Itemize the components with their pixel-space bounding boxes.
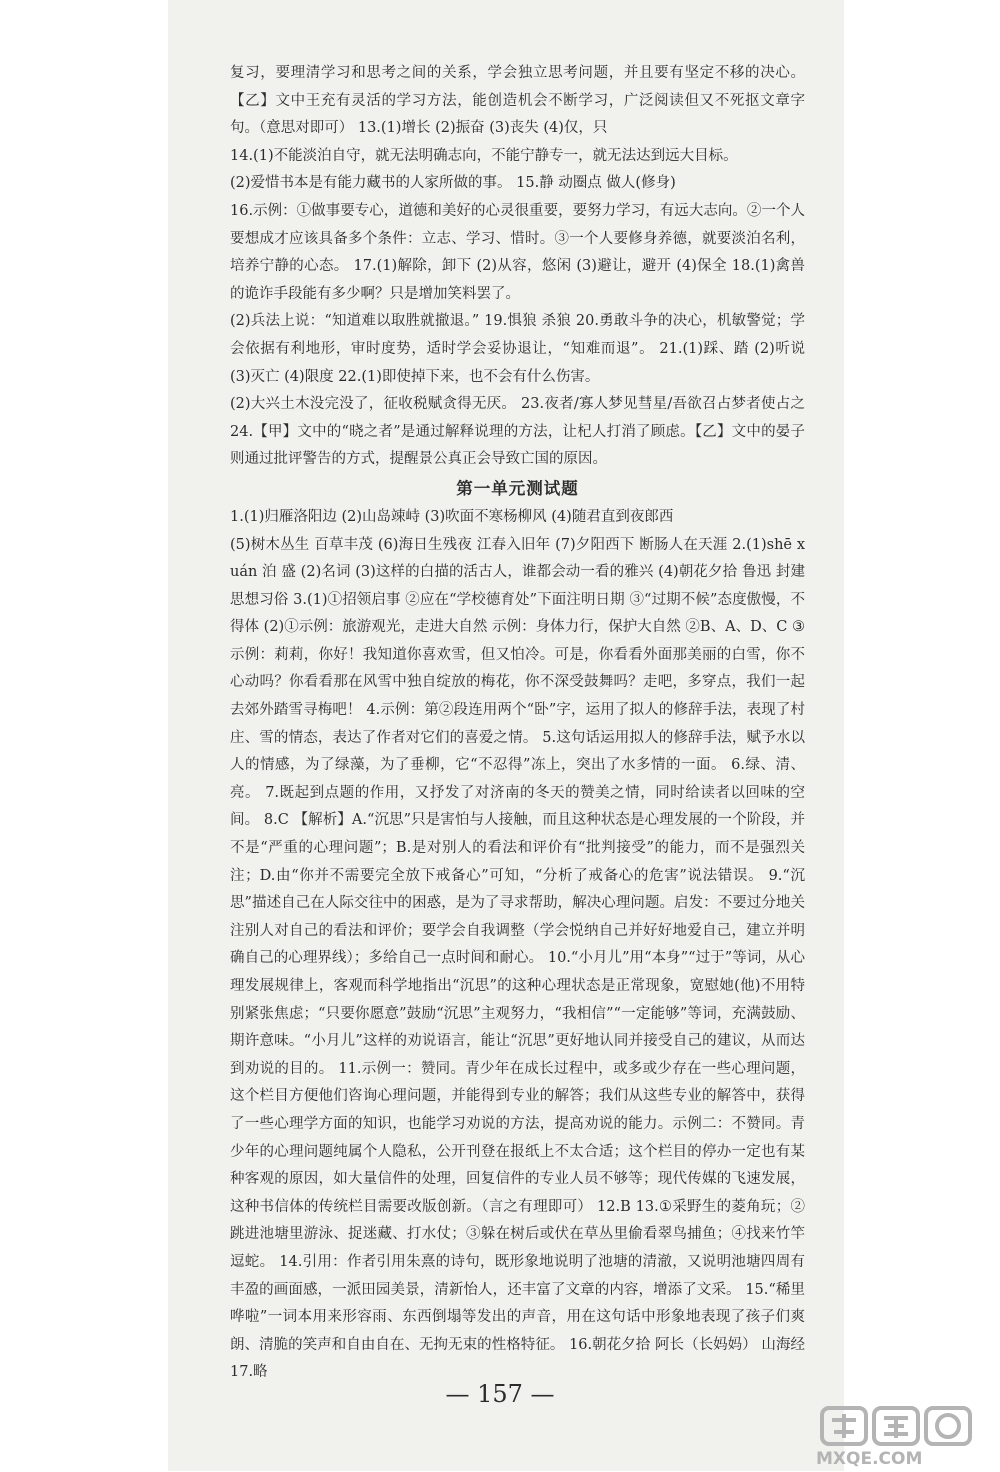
watermark-url: MXQE.COM [816,1449,923,1468]
section-title: 第一单元测试题 [456,478,579,498]
answer-paragraph: 16.示例：①做事要专心，道德和美好的心灵很重要，要努力学习，有远大志向。②一个人要想成才应该具备多个条件：立志、学习、惜时。③一个人要修身养德，就要淡泊名利，培养宁静的心态。 17.(1)解除，卸下 (2)从容，悠闲 (3)避让，避开 (4)保全 18.(1)禽兽的诡诈手段能有多少啊？只是增加笑料罢了。 [230,202,805,302]
answer-paragraph: (2)大兴土木没完没了，征收税赋贪得无厌。 23.夜者/寡人梦见彗星/吾欲召占梦者使占之 24.【甲】文中的“晓之者”是通过解释说理的方法，让杞人打消了顾虑。【乙】文中的晏子则通过批评警告的方式，提醒景公真正会导致亡国的原因。 [230,396,805,468]
answer-paragraph: 14.(1)不能淡泊自守，就无法明确志向，不能宁静专一，就无法达到远大目标。 [230,147,738,164]
answer-paragraph: (2)爱惜书本是有能力藏书的人家所做的事。 15.静 动圈点 做人(修身) [230,175,676,192]
answer-paragraph: (2)兵法上说：“知道难以取胜就撤退。” 19.惧狼 杀狼 20.勇敢斗争的决心，机敏警觉；学会依据有利地形，审时度势，适时学会妥协退让，“知难而退”。 21.(1)踩、踏 (2)听说 (3)灭亡 (4)限度 22.(1)即使掉下来，也不会有什么伤害。 [230,313,805,385]
answer-text [230,60,805,1387]
watermark-logo [808,1402,993,1468]
answer-paragraph: 复习，要理清学习和思考之间的关系，学会独立思考问题，并且要有坚定不移的决心。【乙】文中王充有灵活的学习方法，能创造机会不断学习，广泛阅读但又不死抠文章字句。（意思对即可） 13.(1)增长 (2)振奋 (3)丧失 (4)仅，只 [230,65,805,137]
section-paragraph: (5)树木丛生 百草丰茂 (6)海日生残夜 江春入旧年 (7)夕阳西下 断肠人在天涯 2.(1)shē xuán 泊 盛 (2)名词 (3)这样的白描的活古人，谁都会动一看的雅兴 (4)朝花夕拾 鲁迅 封建思想习俗 3.(1)①招领启事 ②应在“学校德育处”下面注明日期 ③“过期不候”态度傲慢，不得体 (2)①示例：旅游观光，走进大自然 示例：身体力行，保护大自然 ②B、A、D、C ③示例：莉莉，你好！我知道你喜欢雪，但又怕冷。可是，你看看外面那美丽的白雪，你不心动吗？你看看那在风雪中独自绽放的梅花，你不深受鼓舞吗？走吧，多穿点，我们一起去郊外踏雪寻梅吧！ 4.示例：第②段连用两个“卧”字，运用了拟人的修辞手法，表现了村庄、雪的情态，表达了作者对它们的喜爱之情。 5.这句话运用拟人的修辞手法，赋予水以人的情感，为了绿藻，为了垂柳，它“不忍得”冻上，突出了水多情的一面。 6.绿、清、亮。 7.既起到点题的作用，又抒发了对济南的冬天的赞美之情，同时给读者以回味的空间。 8.C 【解析】A.“沉思”只是害怕与人接触，而且这种状态是心理发展的一个阶段，并不是“严重的心理问题”；B.是对别人的看法和评价有“批判接受”的能力，而不是强烈关注；D.由“你并不需要完全放下戒备心”可知，“分析了戒备心的危害”说法错误。 9.“沉思”描述自己在人际交往中的困惑，是为了寻求帮助，解决心理问题。启发：不要过分地关注别人对自己的看法和评价；要学会自我调整（学会悦纳自己并好好地爱自己，建立并明确自己的心理界线）；多给自己一点时间和耐心。 10.“小月儿”用“本身”“过于”等词，从心理发展规律上，客观而科学地指出“沉思”的这种心理状态是正常现象，宽慰她(他)不用特别紧张焦虑；“只要你愿意”鼓励“沉思”主观努力，“我相信”“一定能够”等词，充满鼓励、期许意味。“小月儿”这样的劝说语言，能让“沉思”更好地认同并接受自己的建议，从而达到劝说的目的。 11.示例一：赞同。青少年在成长过程中，或多或少存在一些心理问题，这个栏目方便他们咨询心理问题，并能得到专业的解答；我们从这些专业的解答中，获得了一些心理学方面的知识，也能学习劝说的方法，提高劝说的能力。示例二：不赞同。青少年的心理问题纯属个人隐私，公开刊登在报纸上不太合适；这个栏目的停办一定也有某种客观的原因，如大量信件的处理，回复信件的专业人员不够等；现代传媒的飞速发展，这种书信体的传统栏目需要改版创新。（言之有理即可） 12.B 13.①采野生的菱角玩；②跳进池塘里游泳、捉迷藏、打水仗；③躲在树后或伏在草丛里偷看翠鸟捕鱼；④找来竹竿逗蛇。 14.引用：作者引用朱熹的诗句，既形象地说明了池塘的清澈，又说明池塘四周有丰盈的画面感，一派田园美景，清新怡人，还丰富了文章的内容，增添了文采。 15.“稀里哗啦”一词本用来形容雨、东西倒塌等发出的声音，用在这句话中形象地表现了孩子们爽朗、清脆的笑声和自由自在、无拘无束的性格特征。 16.朝花夕拾 阿长（长妈妈） 山海经 17.略 [230,536,805,1381]
watermark-logo-icon [808,1402,993,1468]
page-number: — 157 — [445,1380,555,1408]
section-paragraph: 1.(1)归雁洛阳边 (2)山岛竦峙 (3)吹面不寒杨柳风 (4)随君直到夜郎西 [230,508,674,525]
